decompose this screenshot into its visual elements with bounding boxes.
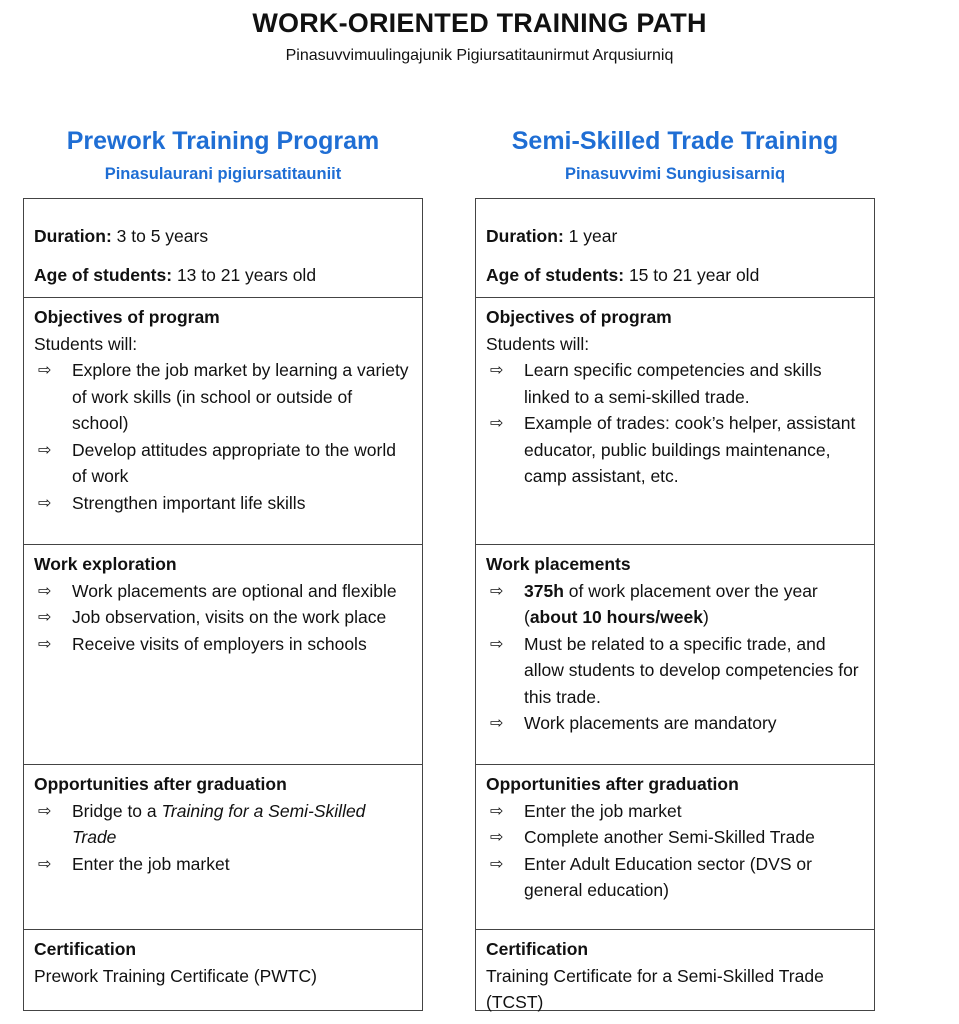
left-column-title: Prework Training Program <box>66 127 380 155</box>
arrow-right-icon: ⇨ <box>38 360 52 379</box>
certification-value: Prework Training Certificate (PWTC) <box>34 965 317 986</box>
list-item-bold-text: about 10 hours/week <box>529 607 703 627</box>
list-item-bold-text: 375h <box>524 580 564 601</box>
arrow-right-icon: ⇨ <box>38 492 52 512</box>
arrow-right-icon: ⇨ <box>490 800 504 820</box>
list-item <box>486 631 864 711</box>
left-info-section <box>24 199 422 297</box>
list-item-text: Must be related to a specific trade, and allow students to develop competencies for this trade. <box>524 633 859 707</box>
page-title: WORK-ORIENTED TRAINING PATH <box>252 8 707 38</box>
age-label: Age of students: <box>486 265 625 285</box>
right-info-section <box>476 199 874 297</box>
objectives-heading: Objectives of program <box>34 307 220 327</box>
left-objectives-section <box>24 297 422 544</box>
arrow-right-icon: ⇨ <box>38 580 52 600</box>
list-item <box>34 604 412 631</box>
arrow-right-icon: ⇨ <box>490 853 504 873</box>
list-item-text: Work placements are optional and flexible <box>72 580 397 601</box>
list-item <box>34 578 412 605</box>
list-item-text: Explore the job market by learning a variety of work skills (in school or outside of school) <box>72 360 409 433</box>
list-item <box>34 851 412 878</box>
list-item-text: Learn specific competencies and skills linked to a semi-skilled trade. <box>524 360 822 407</box>
objectives-heading: Objectives of program <box>486 307 672 327</box>
list-item <box>34 631 412 658</box>
right-column-title: Semi-Skilled Trade Training <box>511 127 839 155</box>
list-item-italic-text: Training for a Semi-Skilled Trade <box>72 800 366 847</box>
opportunities-heading: Opportunities after graduation <box>486 774 739 794</box>
list-item-text: Job observation, visits on the work place <box>72 607 387 627</box>
list-item <box>486 824 864 851</box>
list-item <box>486 578 864 631</box>
list-item <box>34 357 412 437</box>
list-item-text: Example of trades: cook’s helper, assistant educator, public buildings maintenance, camp assistant, etc. <box>524 413 856 486</box>
right-opportunities-section <box>476 764 874 929</box>
right-work-section <box>476 544 874 764</box>
work-heading: Work placements <box>486 554 631 574</box>
age-label: Age of students: <box>34 265 173 285</box>
duration-value: 3 to 5 years <box>116 226 209 246</box>
certification-heading: Certification <box>34 939 137 959</box>
page-subtitle: Pinasuvvimuulingajunik Pigiursatitaunirmut Arqusiurniq <box>285 47 674 64</box>
duration-row <box>486 217 864 256</box>
duration-value: 1 year <box>568 226 618 246</box>
list-item-text: of work placement over the year ( <box>524 580 818 627</box>
list-item <box>486 357 864 410</box>
arrow-right-icon: ⇨ <box>490 360 504 379</box>
list-item-text: Work placements are mandatory <box>524 713 777 733</box>
list-item <box>34 437 412 490</box>
age-row <box>34 256 412 295</box>
list-item <box>486 710 864 737</box>
left-work-section <box>24 544 422 764</box>
opportunities-heading: Opportunities after graduation <box>34 774 287 794</box>
list-item <box>486 851 864 904</box>
age-row <box>486 256 864 295</box>
list-item-text: Enter Adult Education sector (DVS or general education) <box>524 853 812 900</box>
arrow-right-icon: ⇨ <box>490 827 504 846</box>
arrow-right-icon: ⇨ <box>38 633 52 653</box>
list-item <box>486 798 864 825</box>
list-item <box>34 490 412 517</box>
certification-value: Training Certificate for a Semi-Skilled Trade (TCST) <box>486 965 824 1012</box>
list-item-text: ) <box>702 607 709 627</box>
right-objectives-section <box>476 297 874 544</box>
arrow-right-icon: ⇨ <box>490 580 504 600</box>
left-program-box <box>23 198 423 1011</box>
arrow-right-icon: ⇨ <box>38 439 52 459</box>
work-heading: Work exploration <box>34 554 177 574</box>
duration-label: Duration: <box>34 226 112 246</box>
arrow-right-icon: ⇨ <box>38 800 52 820</box>
left-opportunities-section <box>24 764 422 929</box>
arrow-right-icon: ⇨ <box>490 633 504 653</box>
arrow-right-icon: ⇨ <box>490 713 504 732</box>
list-item <box>34 798 412 851</box>
arrow-right-icon: ⇨ <box>38 607 52 626</box>
list-item-text: Develop attitudes appropriate to the world of work <box>72 439 396 486</box>
left-certification-section <box>24 929 422 1010</box>
arrow-right-icon: ⇨ <box>490 413 504 432</box>
age-value: 13 to 21 years old <box>176 265 317 285</box>
list-item <box>486 410 864 490</box>
right-column-subtitle: Pinasuvvimi Sungiusisarniq <box>564 165 786 183</box>
objectives-intro: Students will: <box>486 333 590 354</box>
list-item-text: Complete another Semi-Skilled Trade <box>524 827 815 847</box>
arrow-right-icon: ⇨ <box>38 853 52 873</box>
duration-row <box>34 217 412 256</box>
right-program-box <box>475 198 875 1011</box>
list-item-text: Strengthen important life skills <box>72 492 306 513</box>
objectives-intro: Students will: <box>34 333 138 354</box>
age-value: 15 to 21 year old <box>628 265 760 285</box>
list-item-text: Enter the job market <box>72 853 230 874</box>
duration-label: Duration: <box>486 226 564 246</box>
right-certification-section <box>476 929 874 1010</box>
left-column-subtitle: Pinasulaurani pigiursatitauniit <box>104 165 342 183</box>
list-item-text: Enter the job market <box>524 800 682 821</box>
certification-heading: Certification <box>486 939 589 959</box>
list-item-text: Receive visits of employers in schools <box>72 633 367 654</box>
list-item-text: Bridge to a <box>72 800 162 821</box>
